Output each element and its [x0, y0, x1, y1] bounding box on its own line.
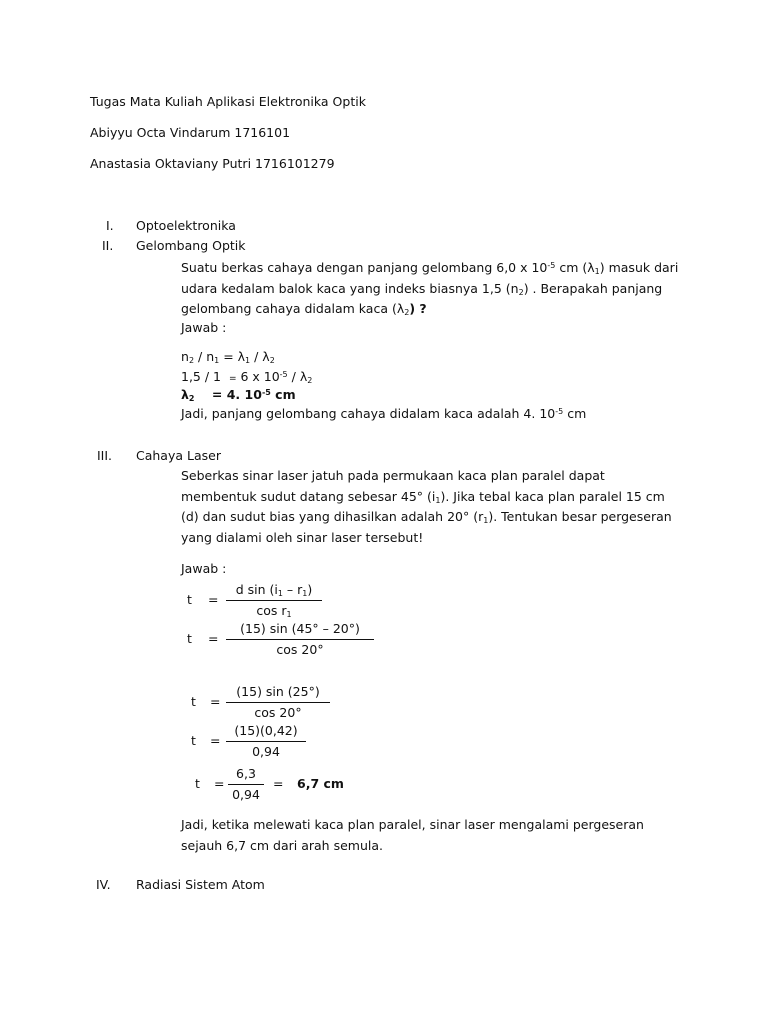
- equals-sign: =: [273, 776, 284, 791]
- author-line-2: Anastasia Oktaviany Putri 1716101279: [90, 156, 335, 171]
- numerator: 6,3: [228, 768, 264, 785]
- document-title: Tugas Mata Kuliah Aplikasi Elektronika Optik: [90, 94, 366, 109]
- equals-sign: =: [208, 592, 219, 607]
- variable-t: t: [195, 776, 200, 791]
- section-number-3: III.: [97, 448, 113, 463]
- fraction-step-3: [226, 686, 330, 719]
- variable-t: t: [191, 733, 196, 748]
- conclusion-3: Jadi, ketika melewati kaca plan paralel, sinar laser mengalami pergeseran sejauh 6,7 cm dari arah semula.: [181, 817, 644, 853]
- denominator: 0,94: [232, 786, 260, 802]
- equals-sign: =: [208, 631, 219, 646]
- fraction-step-2: [226, 623, 374, 656]
- denominator: cos 20°: [254, 704, 302, 720]
- author-line-1: Abiyyu Octa Vindarum 1716101: [90, 125, 291, 140]
- equals-sign: =: [210, 694, 221, 709]
- variable-t: t: [187, 631, 192, 646]
- answer-label-3: Jawab :: [181, 561, 227, 576]
- section-title-4: Radiasi Sistem Atom: [136, 877, 265, 892]
- section-number-2: II.: [102, 238, 114, 253]
- question-3-text: Seberkas sinar laser jatuh pada permukaan kaca plan paralel dapat membentuk sudut datang sebesar 45° $(i_1)$. Jika tebal kaca plan paralel 15 cm (d) dan sudut bias yang dihasilkan adalah 20° $(r_1)$. Tentukan besar pergeseran yang dialami oleh sinar laser tersebut!: [181, 468, 672, 545]
- section-title-2: Gelombang Optik: [136, 238, 246, 253]
- numerator: (15) sin (25°): [226, 686, 330, 703]
- denominator: 0,94: [252, 743, 280, 759]
- numerator: d $\sin (i_1 - r_1)$: [226, 584, 322, 601]
- result-value: 6,7 cm: [297, 776, 344, 791]
- section-number-4: IV.: [96, 877, 111, 892]
- denominator: cos 20°: [276, 641, 324, 657]
- section-title-3: Cahaya Laser: [136, 448, 221, 463]
- denominator: $\cos r_1$: [256, 602, 292, 619]
- fraction-step-4: [226, 725, 306, 758]
- section-number-1: I.: [106, 218, 114, 233]
- equals-sign: =: [214, 776, 225, 791]
- equals-sign: =: [210, 733, 221, 748]
- fraction-step-1: [226, 584, 322, 617]
- variable-t: t: [187, 592, 192, 607]
- section-title-1: Optoelektronika: [136, 218, 236, 233]
- conclusion-2: Jadi, panjang gelombang cahaya didalam kaca adalah 4. $10^{-5}$ cm: [181, 406, 587, 421]
- numerator: (15) sin (45° – 20°): [226, 623, 374, 640]
- variable-t: t: [191, 694, 196, 709]
- equation-2-1: $n_2 / n_1 = \lambda_1 / \lambda_2$: [181, 349, 275, 365]
- numerator: (15)(0,42): [226, 725, 306, 742]
- equation-2-3: $\lambda_2$ = 4. $10^{-5}$ cm: [181, 387, 296, 403]
- fraction-step-5: [228, 768, 264, 801]
- question-2-text: Suatu berkas cahaya dengan panjang gelombang 6,0 x $10^{-5}$ cm $(\lambda_1)$ masuk dari udara kedalam balok kaca yang indeks biasnya 1,5 $(n_2)$ . Berapakah panjang gelombang cahaya didalam kaca $(\lambda_2)$ ?: [181, 260, 679, 317]
- equation-2-2: 1,5 / 1 = 6 x $10^{-5} / \lambda_2$: [181, 369, 313, 385]
- answer-label-2: Jawab :: [181, 320, 227, 335]
